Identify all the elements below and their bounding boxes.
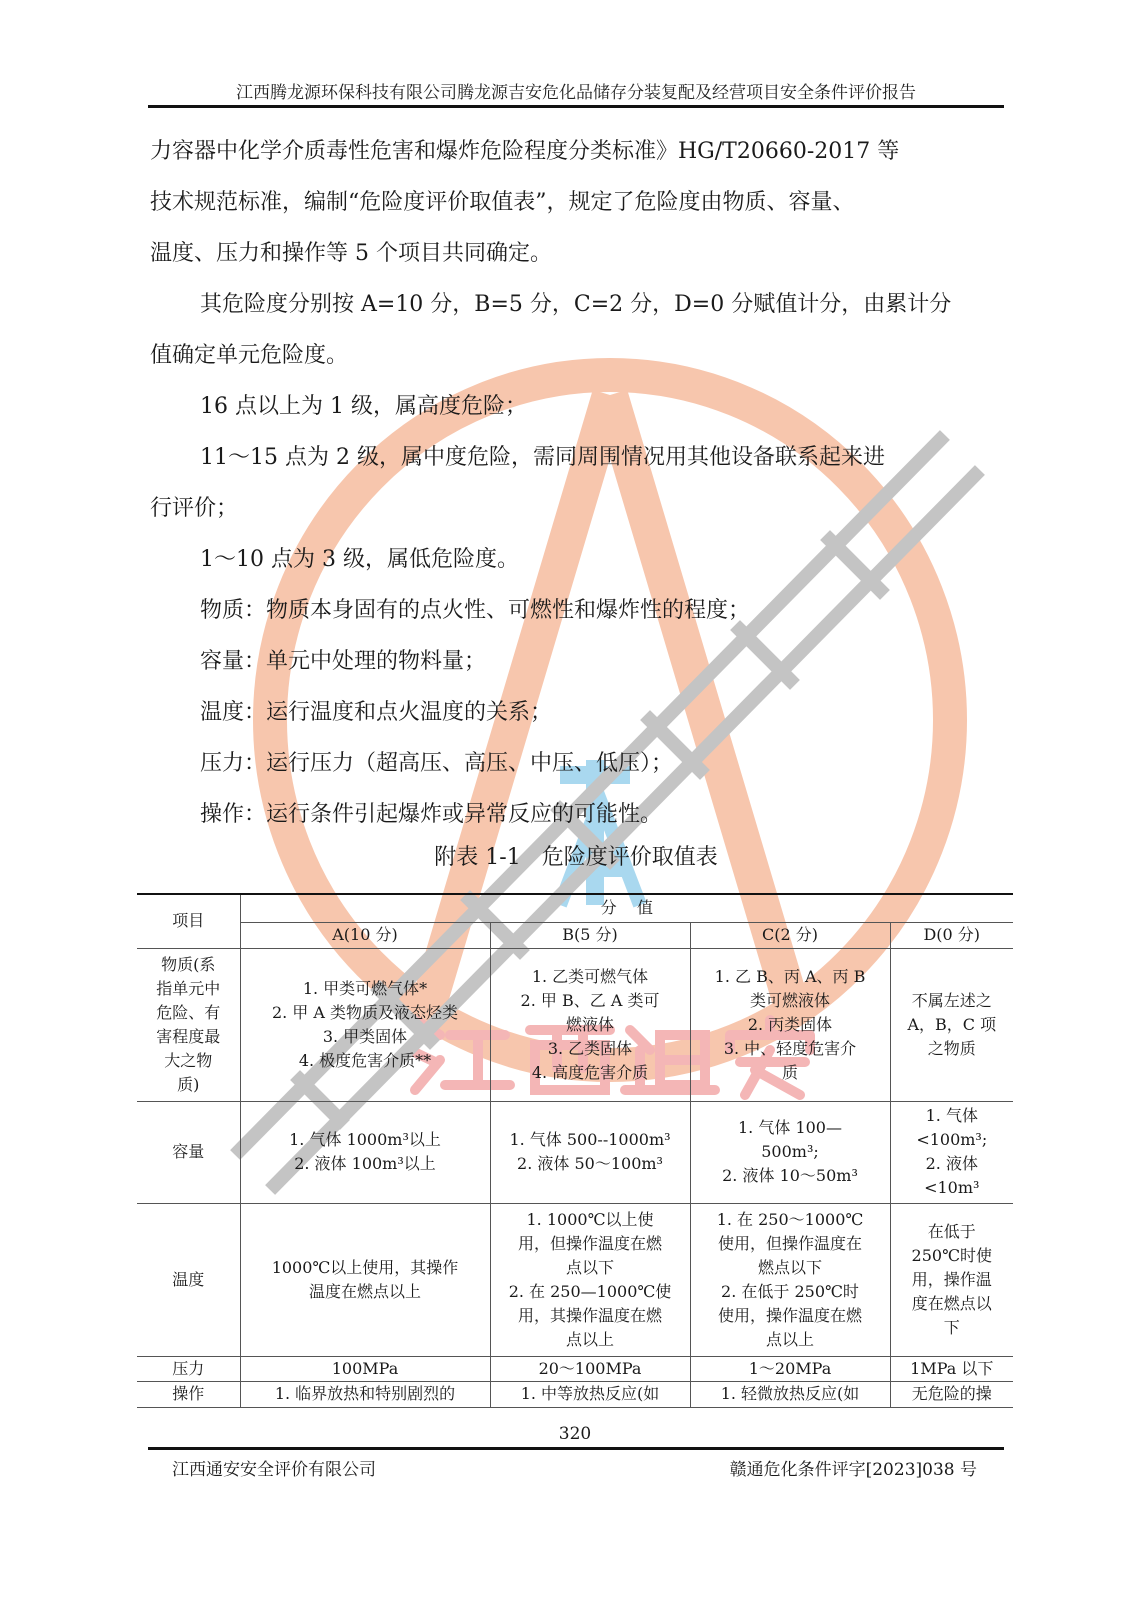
row-item — [137, 1356, 240, 1381]
table-row — [137, 1356, 1013, 1381]
cell-line: 使用，操作温度在燃 — [717, 1305, 862, 1325]
table-row — [137, 948, 1013, 1101]
cell-line: 用，操作温 — [911, 1269, 992, 1289]
cell-a — [240, 1381, 490, 1407]
header-score: 分 值 — [240, 894, 1013, 922]
cell-line: 之物质 — [927, 1038, 976, 1058]
cell-line: 2. 甲 A 类物质及液态烃类 — [271, 1002, 459, 1022]
cell-c — [690, 1101, 890, 1203]
definition-substance: 物质：物质本身固有的点火性、可燃性和爆炸性的程度； — [200, 598, 751, 623]
cell-line: 1. 乙 B、丙 A、丙 B — [714, 966, 866, 986]
cell-line: 燃点以下 — [757, 1257, 822, 1277]
header-col-b: B(5 分) — [490, 922, 690, 948]
cell-b — [490, 1381, 690, 1407]
cell-line: 1. 甲类可燃气体* — [302, 978, 428, 998]
cell-c — [690, 1381, 890, 1407]
table-subheader-row — [137, 922, 1013, 948]
cell-line: 2. 甲 B、乙 A 类可 — [520, 990, 660, 1010]
cell-a — [240, 948, 490, 1101]
cell-line: 2. 在低于 250℃时 — [721, 1281, 859, 1301]
cell-c — [690, 1203, 890, 1356]
table-header-row — [137, 894, 1013, 922]
footer-doc-number: 赣通危化条件评字[2023]038 号 — [729, 1460, 977, 1480]
cell-line: 1. 气体 1000m³以上 — [289, 1130, 441, 1149]
cell-a — [240, 1203, 490, 1356]
cell-line: 1. 气体 — [925, 1106, 978, 1125]
cell-line: 指单元中 — [156, 978, 221, 998]
paragraph-line: 16 点以上为 1 级，属高度危险； — [200, 394, 527, 419]
paragraph-line: 1～10 点为 3 级，属低危险度。 — [200, 547, 519, 572]
cell-d — [890, 1203, 1013, 1356]
cell-line: 温度 — [172, 1269, 205, 1289]
header-col-a: A(10 分) — [240, 922, 490, 948]
cell-c — [690, 948, 890, 1101]
cell-c — [690, 1356, 890, 1381]
cell-line: 1. 在 250～1000℃ — [716, 1209, 864, 1229]
table-row — [137, 1101, 1013, 1203]
row-item — [137, 948, 240, 1101]
cell-line: 在低于 — [927, 1221, 976, 1241]
cell-line: 无危险的操 — [911, 1383, 992, 1403]
cell-b — [490, 1203, 690, 1356]
cell-line: 500m³; — [761, 1142, 819, 1161]
header-item: 项目 — [137, 894, 240, 948]
cell-line: 20～100MPa — [538, 1358, 642, 1378]
definition-pressure: 压力：运行压力（超高压、高压、中压、低压）； — [200, 751, 674, 776]
cell-d — [890, 1101, 1013, 1203]
cell-line: 3. 中、轻度危害介 — [723, 1038, 857, 1058]
cell-line: 2. 液体 — [925, 1154, 978, 1173]
report-header-title: 江西腾龙源环保科技有限公司腾龙源吉安危化品储存分装复配及经营项目安全条件评价报告 — [236, 83, 916, 103]
cell-line: A，B，C 项 — [907, 1014, 997, 1034]
cell-line: 类可燃液体 — [749, 990, 830, 1010]
paragraph-line: 温度、压力和操作等 5 个项目共同确定。 — [150, 241, 552, 266]
header-col-c: C(2 分) — [690, 922, 890, 948]
definition-temperature: 温度：运行温度和点火温度的关系； — [200, 700, 553, 725]
cell-line: 2. 在 250—1000℃使 — [508, 1281, 672, 1301]
cell-line: 用，但操作温度在燃 — [517, 1233, 662, 1253]
cell-line: 1. 轻微放热反应(如 — [720, 1383, 860, 1403]
cell-line: 3. 甲类固体 — [322, 1026, 408, 1046]
paragraph-line: 技术规范标准，编制“危险度评价取值表”，规定了危险度由物质、容量、 — [150, 190, 855, 215]
cell-line: <100m³; — [916, 1130, 988, 1149]
cell-line: 使用，但操作温度在 — [717, 1233, 862, 1253]
cell-line: 压力 — [172, 1358, 205, 1378]
cell-line: 1. 中等放热反应(如 — [520, 1383, 660, 1403]
cell-line: 用，其操作温度在燃 — [517, 1305, 662, 1325]
cell-line: 质 — [781, 1062, 798, 1082]
cell-line: 下 — [943, 1317, 960, 1337]
paragraph-line: 11～15 点为 2 级，属中度危险，需同周围情况用其他设备联系起来进 — [200, 445, 885, 470]
cell-line: 4. 高度危害介质 — [531, 1062, 649, 1082]
cell-line: <10m³ — [924, 1178, 980, 1197]
cell-d — [890, 1381, 1013, 1407]
header-col-d: D(0 分) — [890, 922, 1013, 948]
row-item — [137, 1203, 240, 1356]
cell-line: 大之物 — [164, 1050, 213, 1070]
cell-line: 2. 液体 50～100m³ — [517, 1154, 663, 1173]
cell-line: 燃液体 — [565, 1014, 614, 1034]
cell-line: 1. 气体 500--1000m³ — [509, 1130, 671, 1149]
cell-a — [240, 1356, 490, 1381]
cell-d — [890, 948, 1013, 1101]
cell-line: 点以上 — [765, 1329, 814, 1349]
row-item — [137, 1101, 240, 1203]
cell-b — [490, 1101, 690, 1203]
cell-line: 1MPa 以下 — [910, 1358, 994, 1378]
cell-line: 1. 临界放热和特别剧烈的 — [274, 1383, 456, 1403]
body-text — [150, 126, 1002, 840]
cell-d — [890, 1356, 1013, 1381]
footer-divider — [148, 1447, 1004, 1450]
cell-line: 操作 — [172, 1383, 205, 1403]
table-row — [137, 1381, 1013, 1407]
header-divider — [148, 105, 1004, 108]
paragraph-line: 值确定单元危险度。 — [150, 343, 349, 368]
risk-grade-table — [137, 893, 1013, 1408]
cell-line: 点以下 — [565, 1257, 614, 1277]
cell-b — [490, 1356, 690, 1381]
table-row — [137, 1203, 1013, 1356]
definition-operation: 操作：运行条件引起爆炸或异常反应的可能性。 — [200, 802, 663, 827]
cell-line: 点以上 — [565, 1329, 614, 1349]
cell-line: 物质(系 — [161, 954, 216, 974]
cell-line: 度在燃点以 — [911, 1293, 992, 1313]
cell-line: 1～20MPa — [748, 1358, 832, 1378]
cell-line: 1. 气体 100— — [738, 1118, 842, 1137]
cell-line: 1000℃以上使用，其操作 — [271, 1257, 459, 1277]
cell-line: 温度在燃点以上 — [308, 1281, 421, 1301]
definition-capacity: 容量：单元中处理的物料量； — [200, 649, 487, 674]
paragraph-line: 行评价； — [150, 496, 239, 521]
cell-line: 2. 液体 100m³以上 — [294, 1154, 436, 1173]
cell-line: 容量 — [172, 1142, 205, 1161]
cell-line: 不属左述之 — [911, 990, 992, 1010]
paragraph-line: 其危险度分别按 A=10 分，B=5 分，C=2 分，D=0 分赋值计分，由累计分 — [200, 292, 952, 317]
cell-a — [240, 1101, 490, 1203]
cell-line: 危险、有 — [156, 1002, 221, 1022]
paragraph-line: 力容器中化学介质毒性危害和爆炸危险程度分类标准》HG/T20660-2017 等 — [150, 139, 900, 164]
cell-line: 1. 1000℃以上使 — [526, 1209, 654, 1229]
cell-line: 2. 液体 10～50m³ — [722, 1166, 858, 1185]
cell-b — [490, 948, 690, 1101]
cell-line: 250℃时使 — [911, 1245, 992, 1265]
cell-line: 2. 丙类固体 — [747, 1014, 833, 1034]
cell-line: 4. 极度危害介质** — [298, 1050, 432, 1070]
cell-line: 害程度最 — [156, 1026, 221, 1046]
table-caption: 附表 1-1 危险度评价取值表 — [434, 845, 718, 870]
cell-line: 100MPa — [331, 1358, 399, 1378]
page-number: 320 — [558, 1424, 592, 1444]
cell-line: 质) — [177, 1074, 200, 1094]
cell-line: 3. 乙类固体 — [547, 1038, 633, 1058]
cell-line: 1. 乙类可燃气体 — [531, 966, 649, 986]
row-item — [137, 1381, 240, 1407]
footer-company: 江西通安安全评价有限公司 — [172, 1460, 376, 1480]
